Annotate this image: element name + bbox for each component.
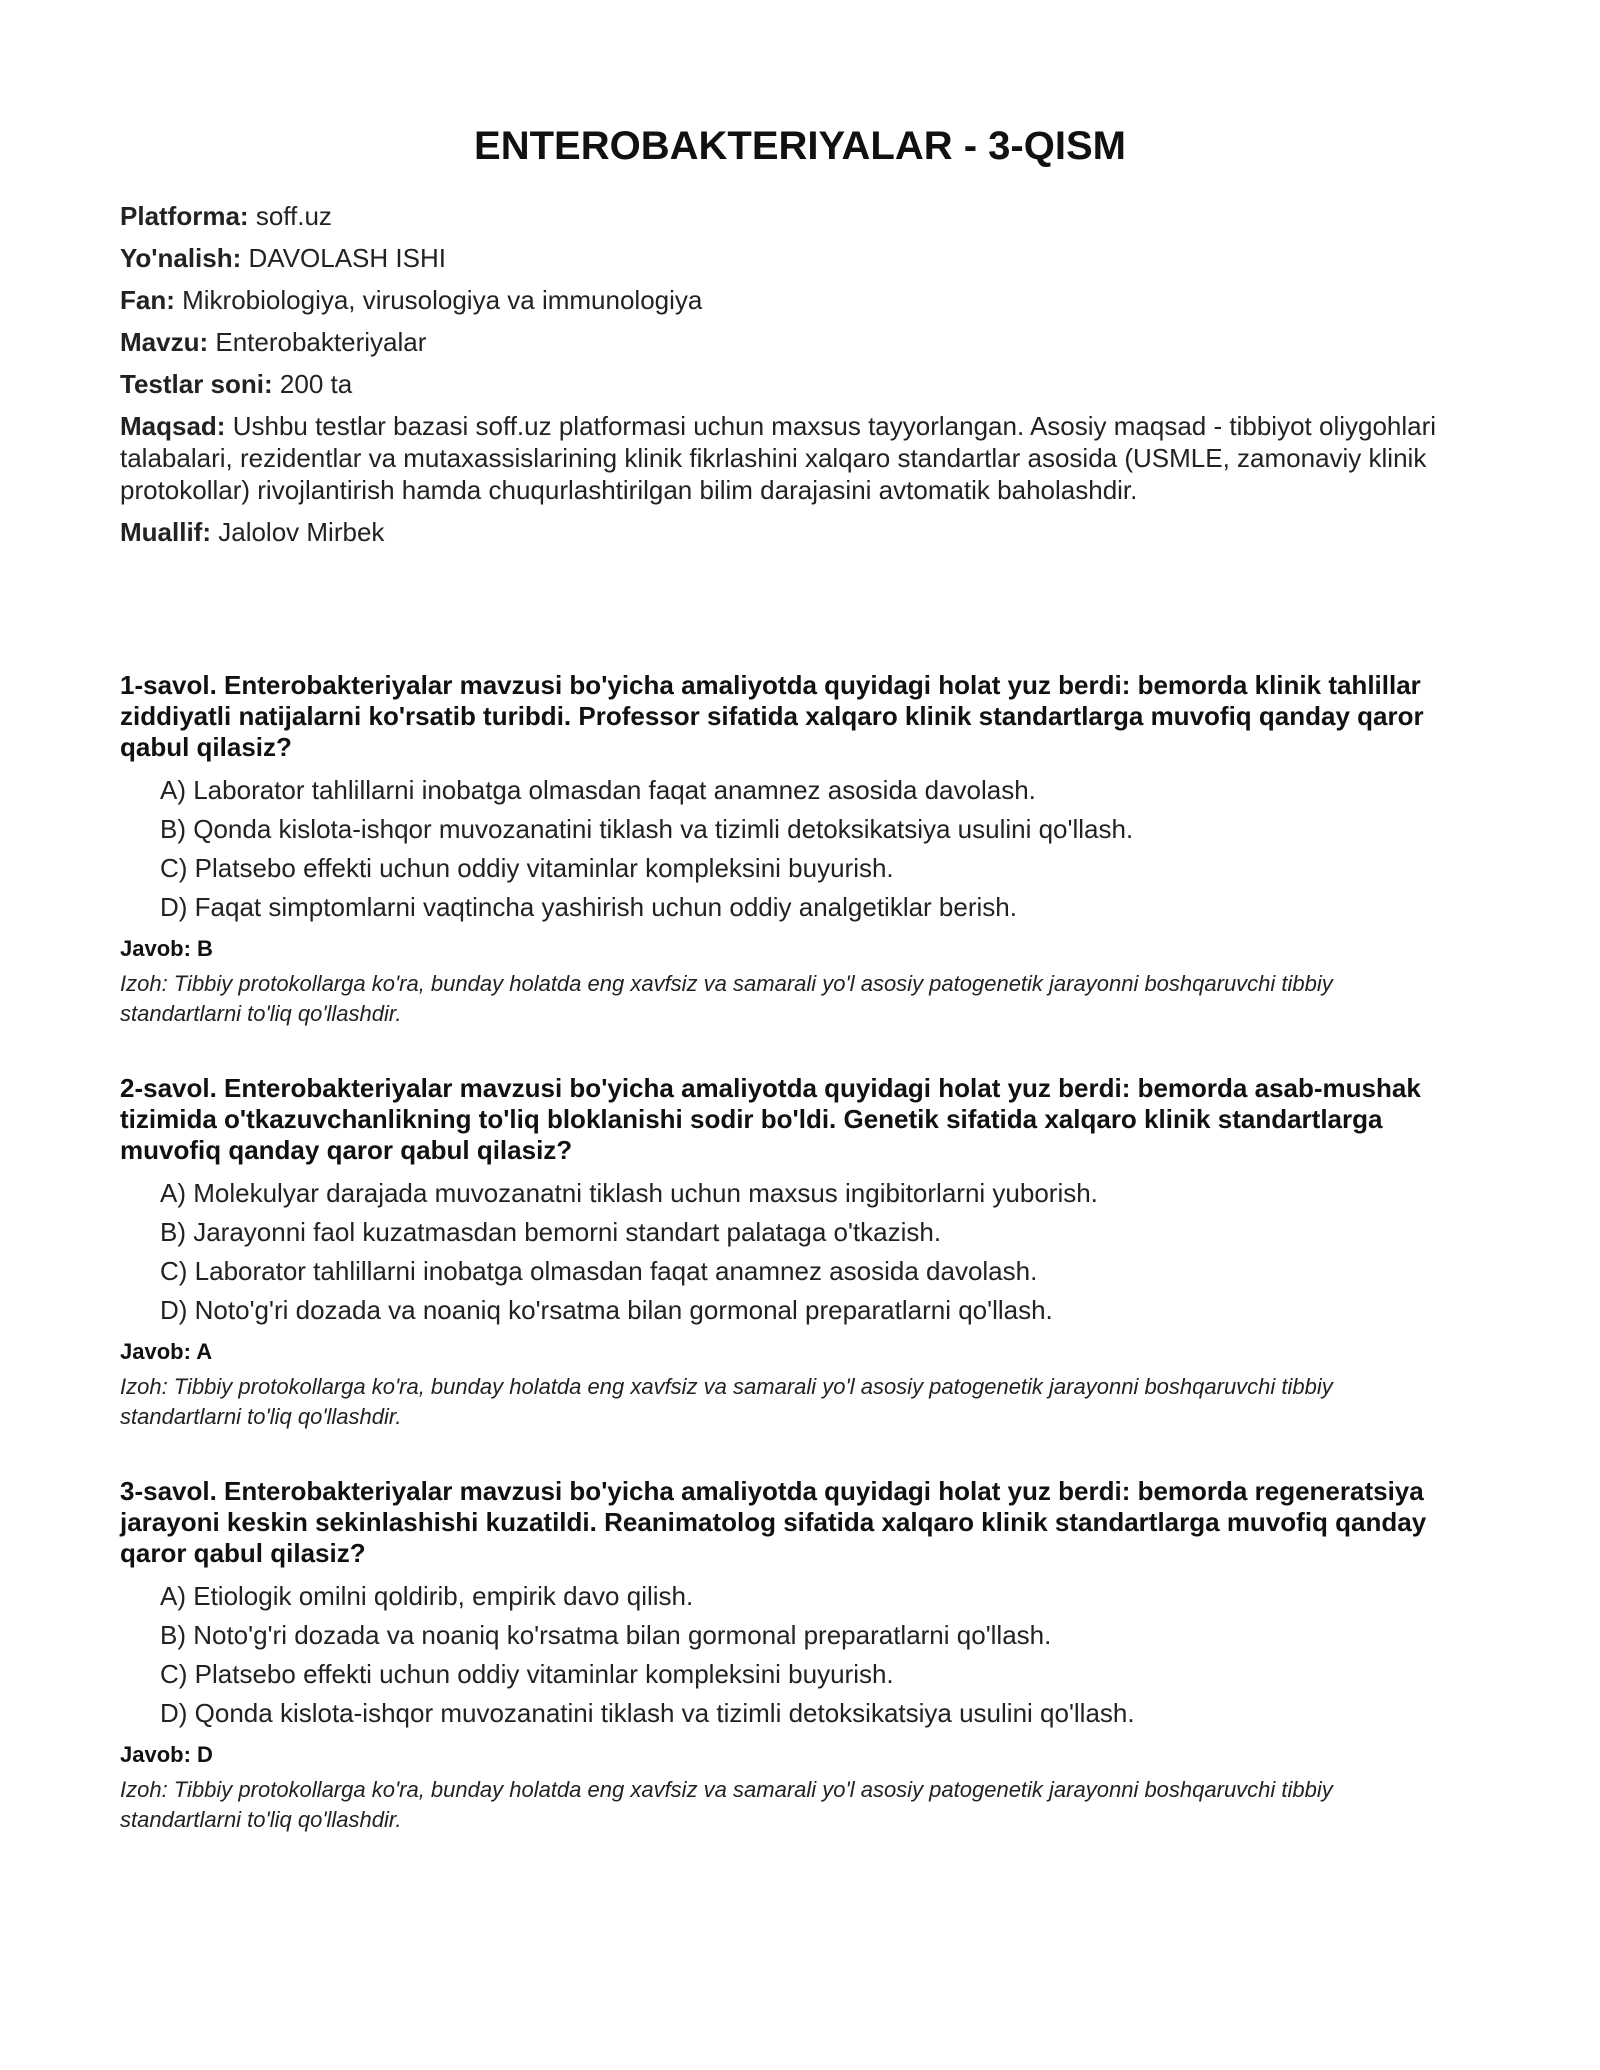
option-a: A) Molekulyar darajada muvozanatni tiklash uchun maxsus ingibitorlarni yuborish. [160, 1178, 1098, 1208]
option-d: D) Qonda kislota-ishqor muvozanatini tiklash va tizimli detoksikatsiya usulini qo'llash. [160, 1698, 1135, 1728]
answer-options [120, 1178, 1490, 1326]
option-b: B) Jarayonni faol kuzatmasdan bemorni standart palataga o'tkazish. [160, 1217, 942, 1247]
question-3 [120, 1476, 1490, 1835]
question-text: 2-savol. Enterobakteriyalar mavzusi bo'yicha amaliyotda quyidagi holat yuz berdi: bemorda asab-mushak tizimida o'tkazuvchanlikning to'liq bloklanishi sodir bo'ldi. Genetik sifatida xalqaro klinik standartlarga muvofiq qanday qaror qabul qilasiz? [120, 1073, 1421, 1165]
option-c: C) Laborator tahlillarni inobatga olmasdan faqat anamnez asosida davolash. [160, 1256, 1038, 1286]
meta-value: Jalolov Mirbek [218, 517, 385, 547]
option-a: A) Laborator tahlillarni inobatga olmasdan faqat anamnez asosida davolash. [160, 775, 1036, 805]
meta-label: Fan: [120, 285, 175, 315]
option-a: A) Etiologik omilni qoldirib, empirik davo qilish. [160, 1581, 694, 1611]
meta-label: Platforma: [120, 201, 249, 231]
question-list [120, 670, 1490, 1879]
option-c: C) Platsebo effekti uchun oddiy vitaminlar kompleksini buyurish. [160, 853, 894, 883]
document-metadata [120, 200, 1480, 558]
meta-label: Muallif: [120, 517, 211, 547]
meta-topic [120, 326, 1480, 358]
question-2 [120, 1073, 1490, 1432]
option-d: D) Faqat simptomlarni vaqtincha yashirish uchun oddiy analgetiklar berish. [160, 892, 1017, 922]
answer-explanation: Izoh: Tibbiy protokollarga ko'ra, bunday holatda eng xavfsiz va samarali yo'l asosiy patogenetik jarayonni boshqaruvchi tibbiy standartlarni to'liq qo'llashdir. [120, 1777, 1333, 1832]
option-b: B) Qonda kislota-ishqor muvozanatini tiklash va tizimli detoksikatsiya usulini qo'llash. [160, 814, 1134, 844]
meta-value: 200 ta [279, 369, 353, 399]
meta-label: Testlar soni: [120, 369, 273, 399]
meta-value: soff.uz [255, 201, 332, 231]
correct-answer: Javob: B [120, 936, 213, 961]
meta-label: Mavzu: [120, 327, 209, 357]
meta-platform [120, 200, 1480, 232]
question-1 [120, 670, 1490, 1029]
answer-explanation: Izoh: Tibbiy protokollarga ko'ra, bunday holatda eng xavfsiz va samarali yo'l asosiy patogenetik jarayonni boshqaruvchi tibbiy standartlarni to'liq qo'llashdir. [120, 971, 1333, 1026]
meta-value: Enterobakteriyalar [215, 327, 427, 357]
answer-options [120, 775, 1490, 923]
question-text: 1-savol. Enterobakteriyalar mavzusi bo'yicha amaliyotda quyidagi holat yuz berdi: bemorda klinik tahlillar ziddiyatli natijalarni ko'rsatib turibdi. Professor sifatida xalqaro klinik standartlarga muvofiq qanday qaror qabul qilasiz? [120, 670, 1424, 762]
answer-explanation: Izoh: Tibbiy protokollarga ko'ra, bunday holatda eng xavfsiz va samarali yo'l asosiy patogenetik jarayonni boshqaruvchi tibbiy standartlarni to'liq qo'llashdir. [120, 1374, 1333, 1429]
meta-label: Yo'nalish: [120, 243, 242, 273]
meta-test-count [120, 368, 1480, 400]
option-d: D) Noto'g'ri dozada va noaniq ko'rsatma bilan gormonal preparatlarni qo'llash. [160, 1295, 1053, 1325]
meta-subject [120, 284, 1480, 316]
document-title: ENTEROBAKTERIYALAR - 3-QISM [474, 124, 1126, 168]
meta-purpose [120, 410, 1480, 506]
meta-value: Mikrobiologiya, virusologiya va immunologiya [182, 285, 703, 315]
meta-label: Maqsad: [120, 411, 226, 441]
option-b: B) Noto'g'ri dozada va noaniq ko'rsatma bilan gormonal preparatlarni qo'llash. [160, 1620, 1052, 1650]
answer-options [120, 1581, 1490, 1729]
correct-answer: Javob: D [120, 1742, 213, 1767]
meta-value: Ushbu testlar bazasi soff.uz platformasi uchun maxsus tayyorlangan. Asosiy maqsad - tibbiyot oliygohlari talabalari, rezidentlar va mutaxassislarining klinik fikrlashini xalqaro standartlar asosida (USMLE, zamonaviy klinik protokollar) rivojlantirish hamda chuqurlashtirilgan bilim darajasini avtomatik baholashdir. [120, 411, 1437, 505]
question-text: 3-savol. Enterobakteriyalar mavzusi bo'yicha amaliyotda quyidagi holat yuz berdi: bemorda regeneratsiya jarayoni keskin sekinlashishi kuzatildi. Reanimatolog sifatida xalqaro klinik standartlarga muvofiq qanday qaror qabul qilasiz? [120, 1476, 1427, 1568]
option-c: C) Platsebo effekti uchun oddiy vitaminlar kompleksini buyurish. [160, 1659, 894, 1689]
correct-answer: Javob: A [120, 1339, 213, 1364]
meta-author [120, 516, 1480, 548]
meta-direction [120, 242, 1480, 274]
meta-value: DAVOLASH ISHI [248, 243, 446, 273]
